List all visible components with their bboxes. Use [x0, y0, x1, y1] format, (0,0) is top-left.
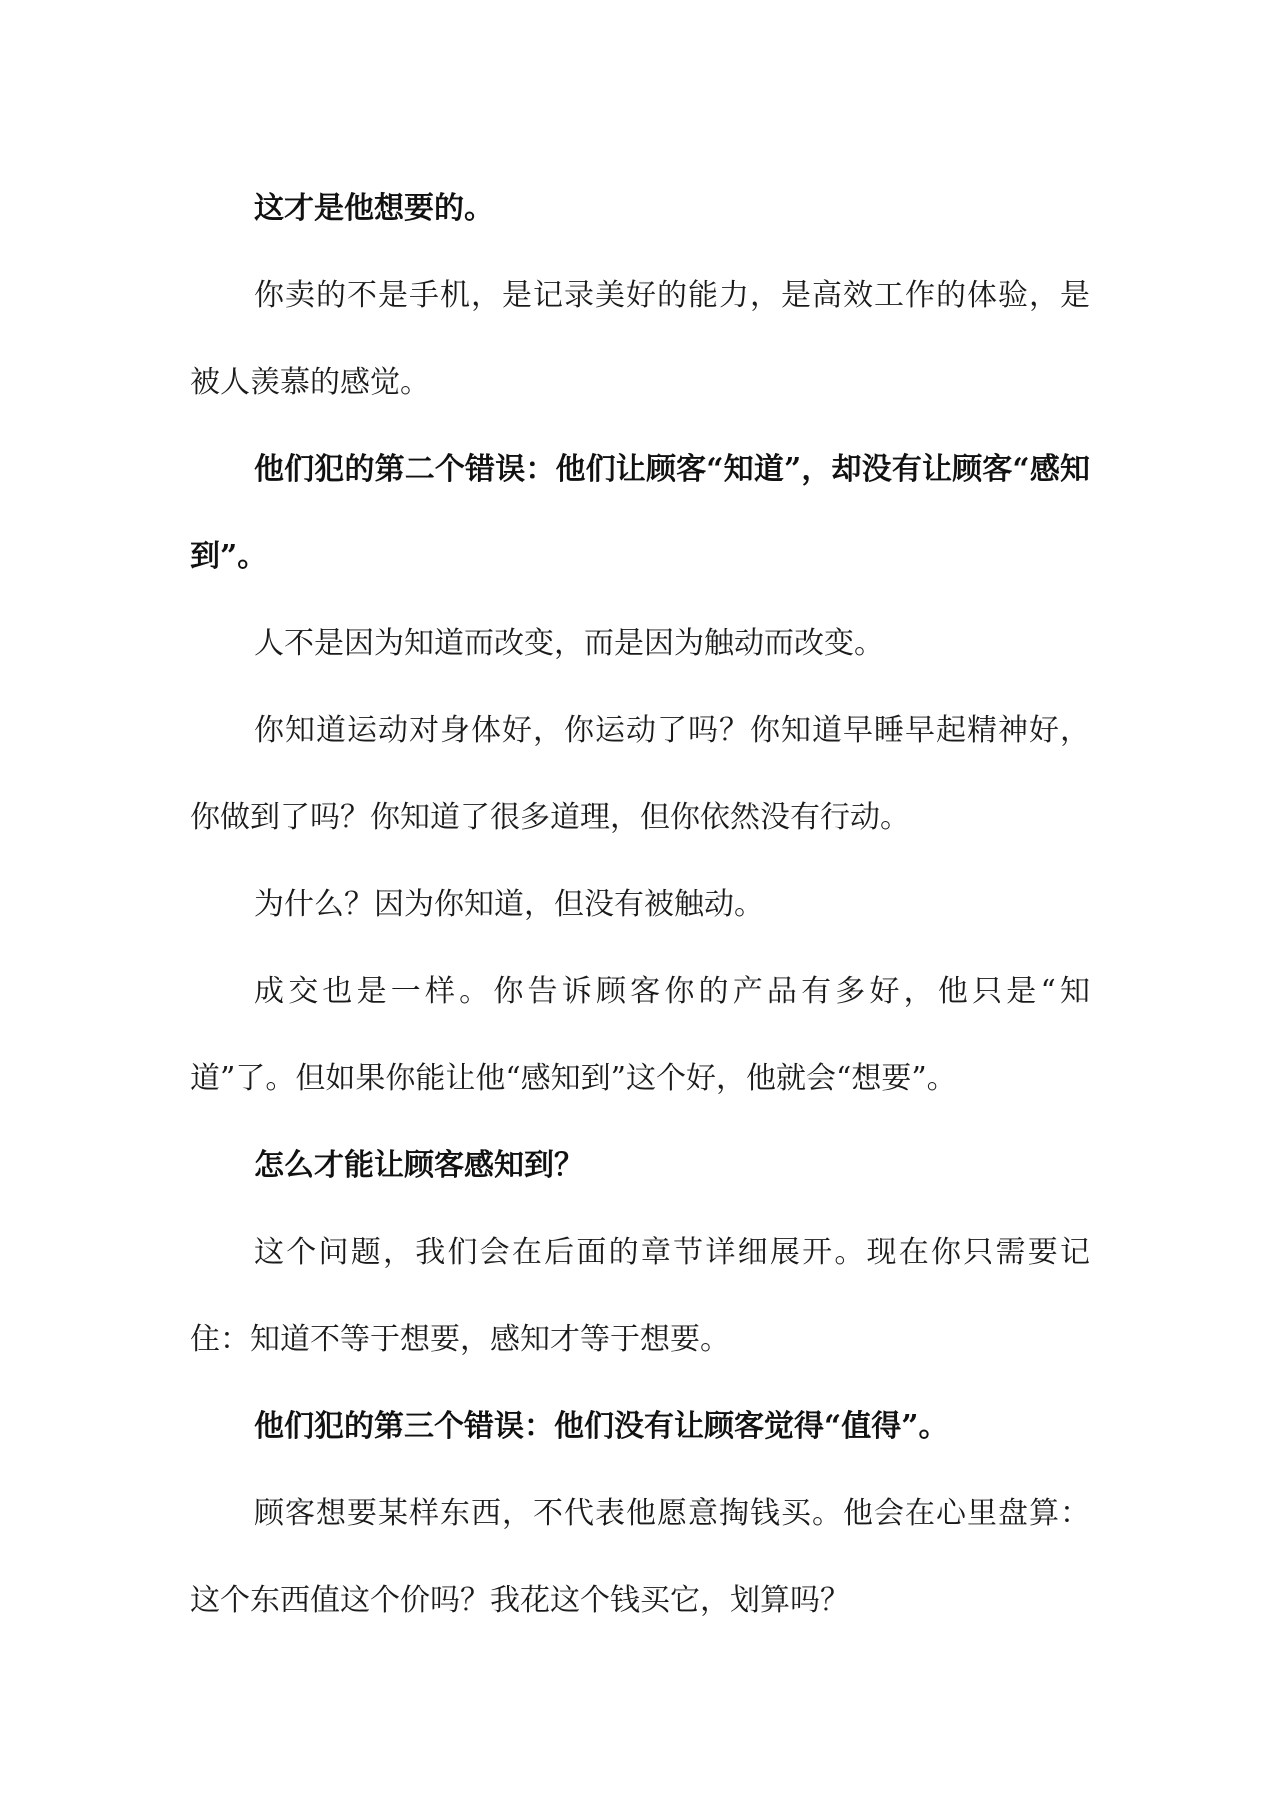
paragraph-7: 成交也是一样。你告诉顾客你的产品有多好，他只是“知道”了。但如果你能让他“感知到”这个好，他就会“想要”。	[190, 974, 1090, 1096]
paragraph-heading-third-mistake: 他们犯的第三个错误：他们没有让顾客觉得“值得”。	[254, 1409, 949, 1444]
paragraph-2: 你卖的不是手机，是记录美好的能力，是高效工作的体验，是被人羡慕的感觉。	[190, 278, 1090, 400]
paragraph-9: 这个问题，我们会在后面的章节详细展开。现在你只需要记住：知道不等于想要，感知才等于想要。	[190, 1235, 1090, 1357]
paragraph-11: 顾客想要某样东西，不代表他愿意掏钱买。他会在心里盘算：这个东西值这个价吗？我花这个钱买它，划算吗？	[190, 1496, 1090, 1618]
paragraph-5: 你知道运动对身体好，你运动了吗？你知道早睡早起精神好，你做到了吗？你知道了很多道理，但你依然没有行动。	[190, 713, 1090, 835]
paragraph-heading-second-mistake: 他们犯的第二个错误：他们让顾客“知道”，却没有让顾客“感知到”。	[190, 452, 1090, 574]
paragraph-4: 人不是因为知道而改变，而是因为触动而改变。	[254, 626, 884, 661]
document-body	[190, 165, 1090, 1644]
paragraph-heading-how-to-perceive: 怎么才能让顾客感知到？	[254, 1148, 584, 1183]
paragraph-6: 为什么？因为你知道，但没有被触动。	[254, 887, 764, 922]
paragraph-heading-1: 这才是他想要的。	[254, 191, 494, 226]
